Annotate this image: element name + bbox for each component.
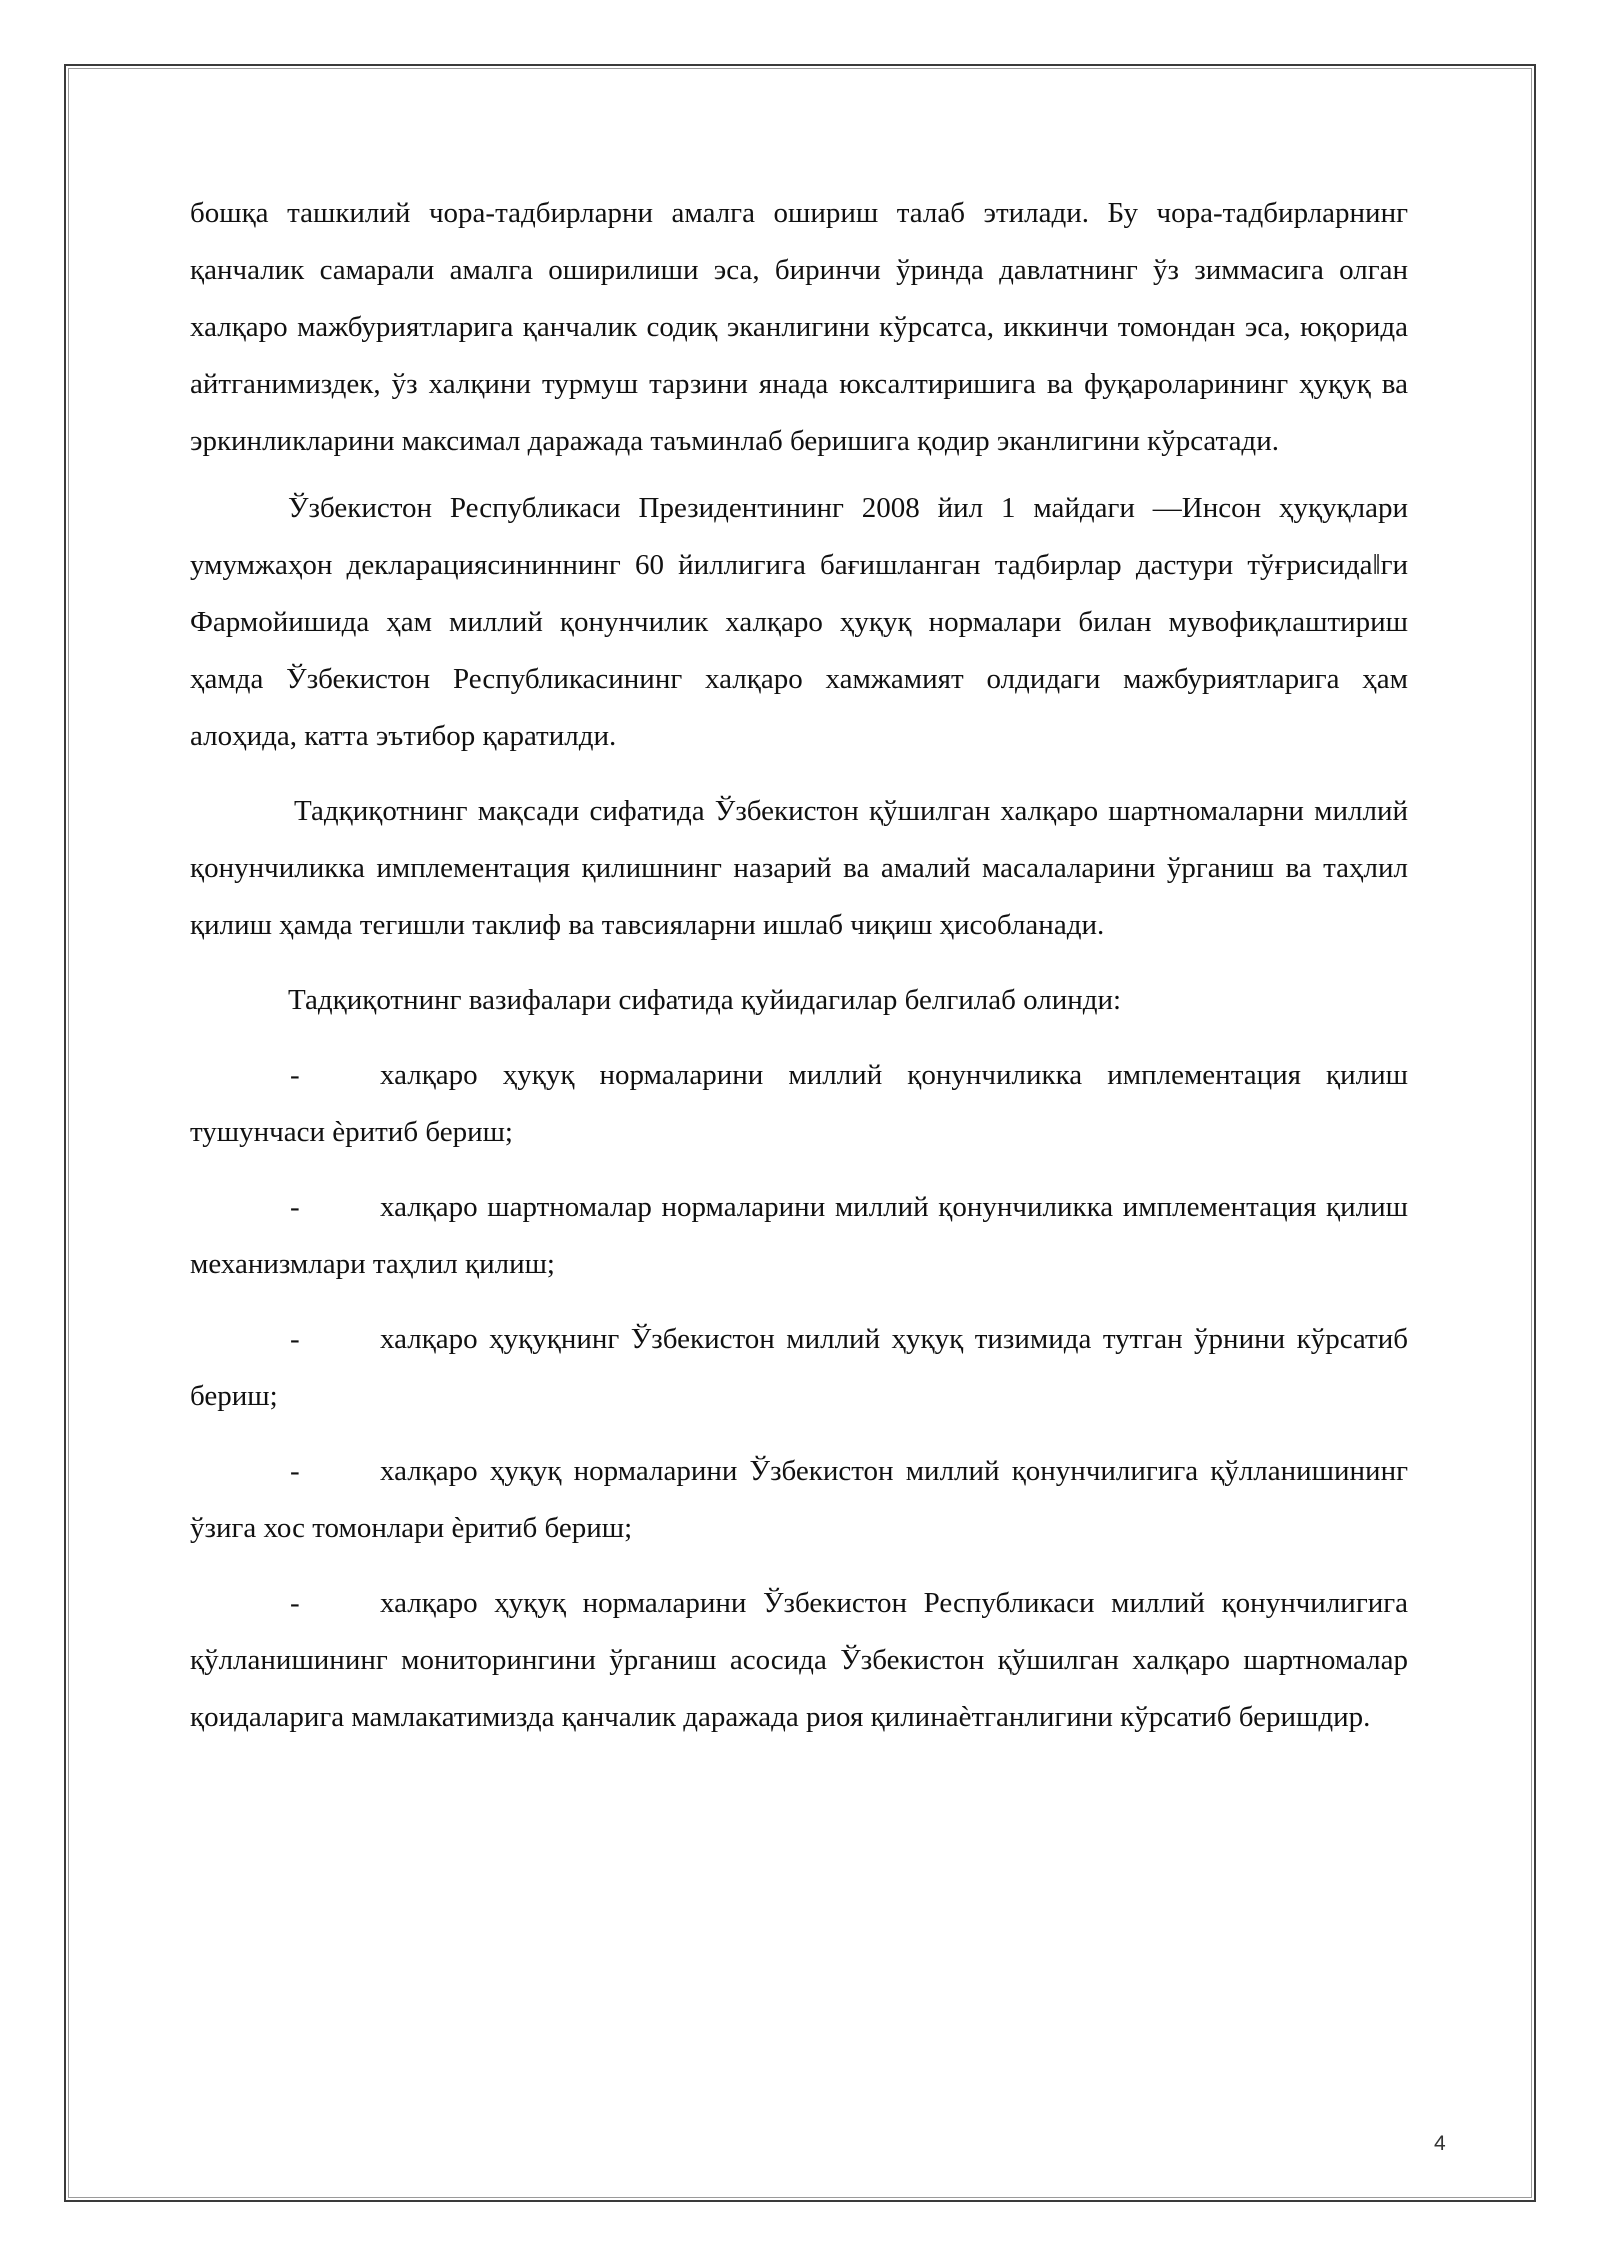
list-item-text: халқаро шартномалар нормаларини миллий қонунчиликка имплементация қилиш механизмлари таҳлил қилиш; <box>190 1191 1408 1280</box>
list-marker: - <box>290 1587 300 1619</box>
list-item-text: халқаро ҳуқуқ нормаларини Ўзбекистон Республикаси миллий қонунчилигига қўлланишининг мониторингини ўрганиш асосида Ўзбекистон қўшилган халқаро шартномалар қоидаларига мамлакатимизда қанчалик даражада риоя қилинаѐтганлигини кўрсатиб беришдир. <box>190 1587 1408 1733</box>
list-marker: - <box>290 1059 300 1091</box>
list-item <box>190 1179 1408 1293</box>
page-number: 4 <box>1434 2132 1446 2155</box>
list-item <box>190 1047 1408 1161</box>
list-item <box>190 1575 1408 1746</box>
task-list <box>190 1047 1408 1746</box>
list-item <box>190 1443 1408 1557</box>
list-marker: - <box>290 1191 300 1223</box>
list-marker: - <box>290 1323 300 1355</box>
list-item <box>190 1311 1408 1425</box>
paragraph-2: Ўзбекистон Республикаси Президентининг 2008 йил 1 майдаги ―Инсон ҳуқуқлари умумжаҳон декларациясининнинг 60 йиллигига бағишланган тадбирлар дастури тўғрисида‖ги Фармойишида ҳам миллий қонунчилик халқаро ҳуқуқ нормалари билан мувофиқлаштириш ҳамда Ўзбекистон Республикасининг халқаро хамжамият олдидаги мажбуриятларига ҳам алоҳида, катта эътибор қаратилди. <box>190 492 1408 752</box>
list-marker: - <box>290 1455 300 1487</box>
document-body <box>190 185 1408 1746</box>
list-item-text: халқаро ҳуқуқнинг Ўзбекистон миллий ҳуқуқ тизимида тутган ўрнини кўрсатиб бериш; <box>190 1323 1408 1412</box>
list-item-text: халқаро ҳуқуқ нормаларини Ўзбекистон миллий қонунчилигига қўлланишининг ўзига хос томонлари ѐритиб бериш; <box>190 1455 1408 1544</box>
paragraph-1: бошқа ташкилий чора-тадбирларни амалга ошириш талаб этилади. Бу чора-тадбирларнинг қанчалик самарали амалга оширилиши эса, биринчи ўринда давлатнинг ўз зиммасига олган халқаро мажбуриятларига қанчалик содиқ эканлигини кўрсатса, иккинчи томондан эса, юқорида айтганимиздек, ўз халқини турмуш тарзини янада юксалтиришига ва фуқароларининг ҳуқуқ ва эркинликларини максимал даражада таъминлаб беришига қодир эканлигини кўрсатади. <box>190 197 1408 457</box>
paragraph-4: Тадқиқотнинг вазифалари сифатида қуйидагилар белгилаб олинди: <box>288 984 1122 1016</box>
paragraph-3: Тадқиқотнинг мақсади сифатида Ўзбекистон қўшилган халқаро шартномаларни миллий қонунчиликка имплементация қилишнинг назарий ва амалий масалаларини ўрганиш ва таҳлил қилиш ҳамда тегишли таклиф ва тавсияларни ишлаб чиқиш ҳисобланади. <box>190 795 1408 941</box>
list-item-text: халқаро ҳуқуқ нормаларини миллий қонунчиликка имплементация қилиш тушунчаси ѐритиб бериш; <box>190 1059 1408 1148</box>
